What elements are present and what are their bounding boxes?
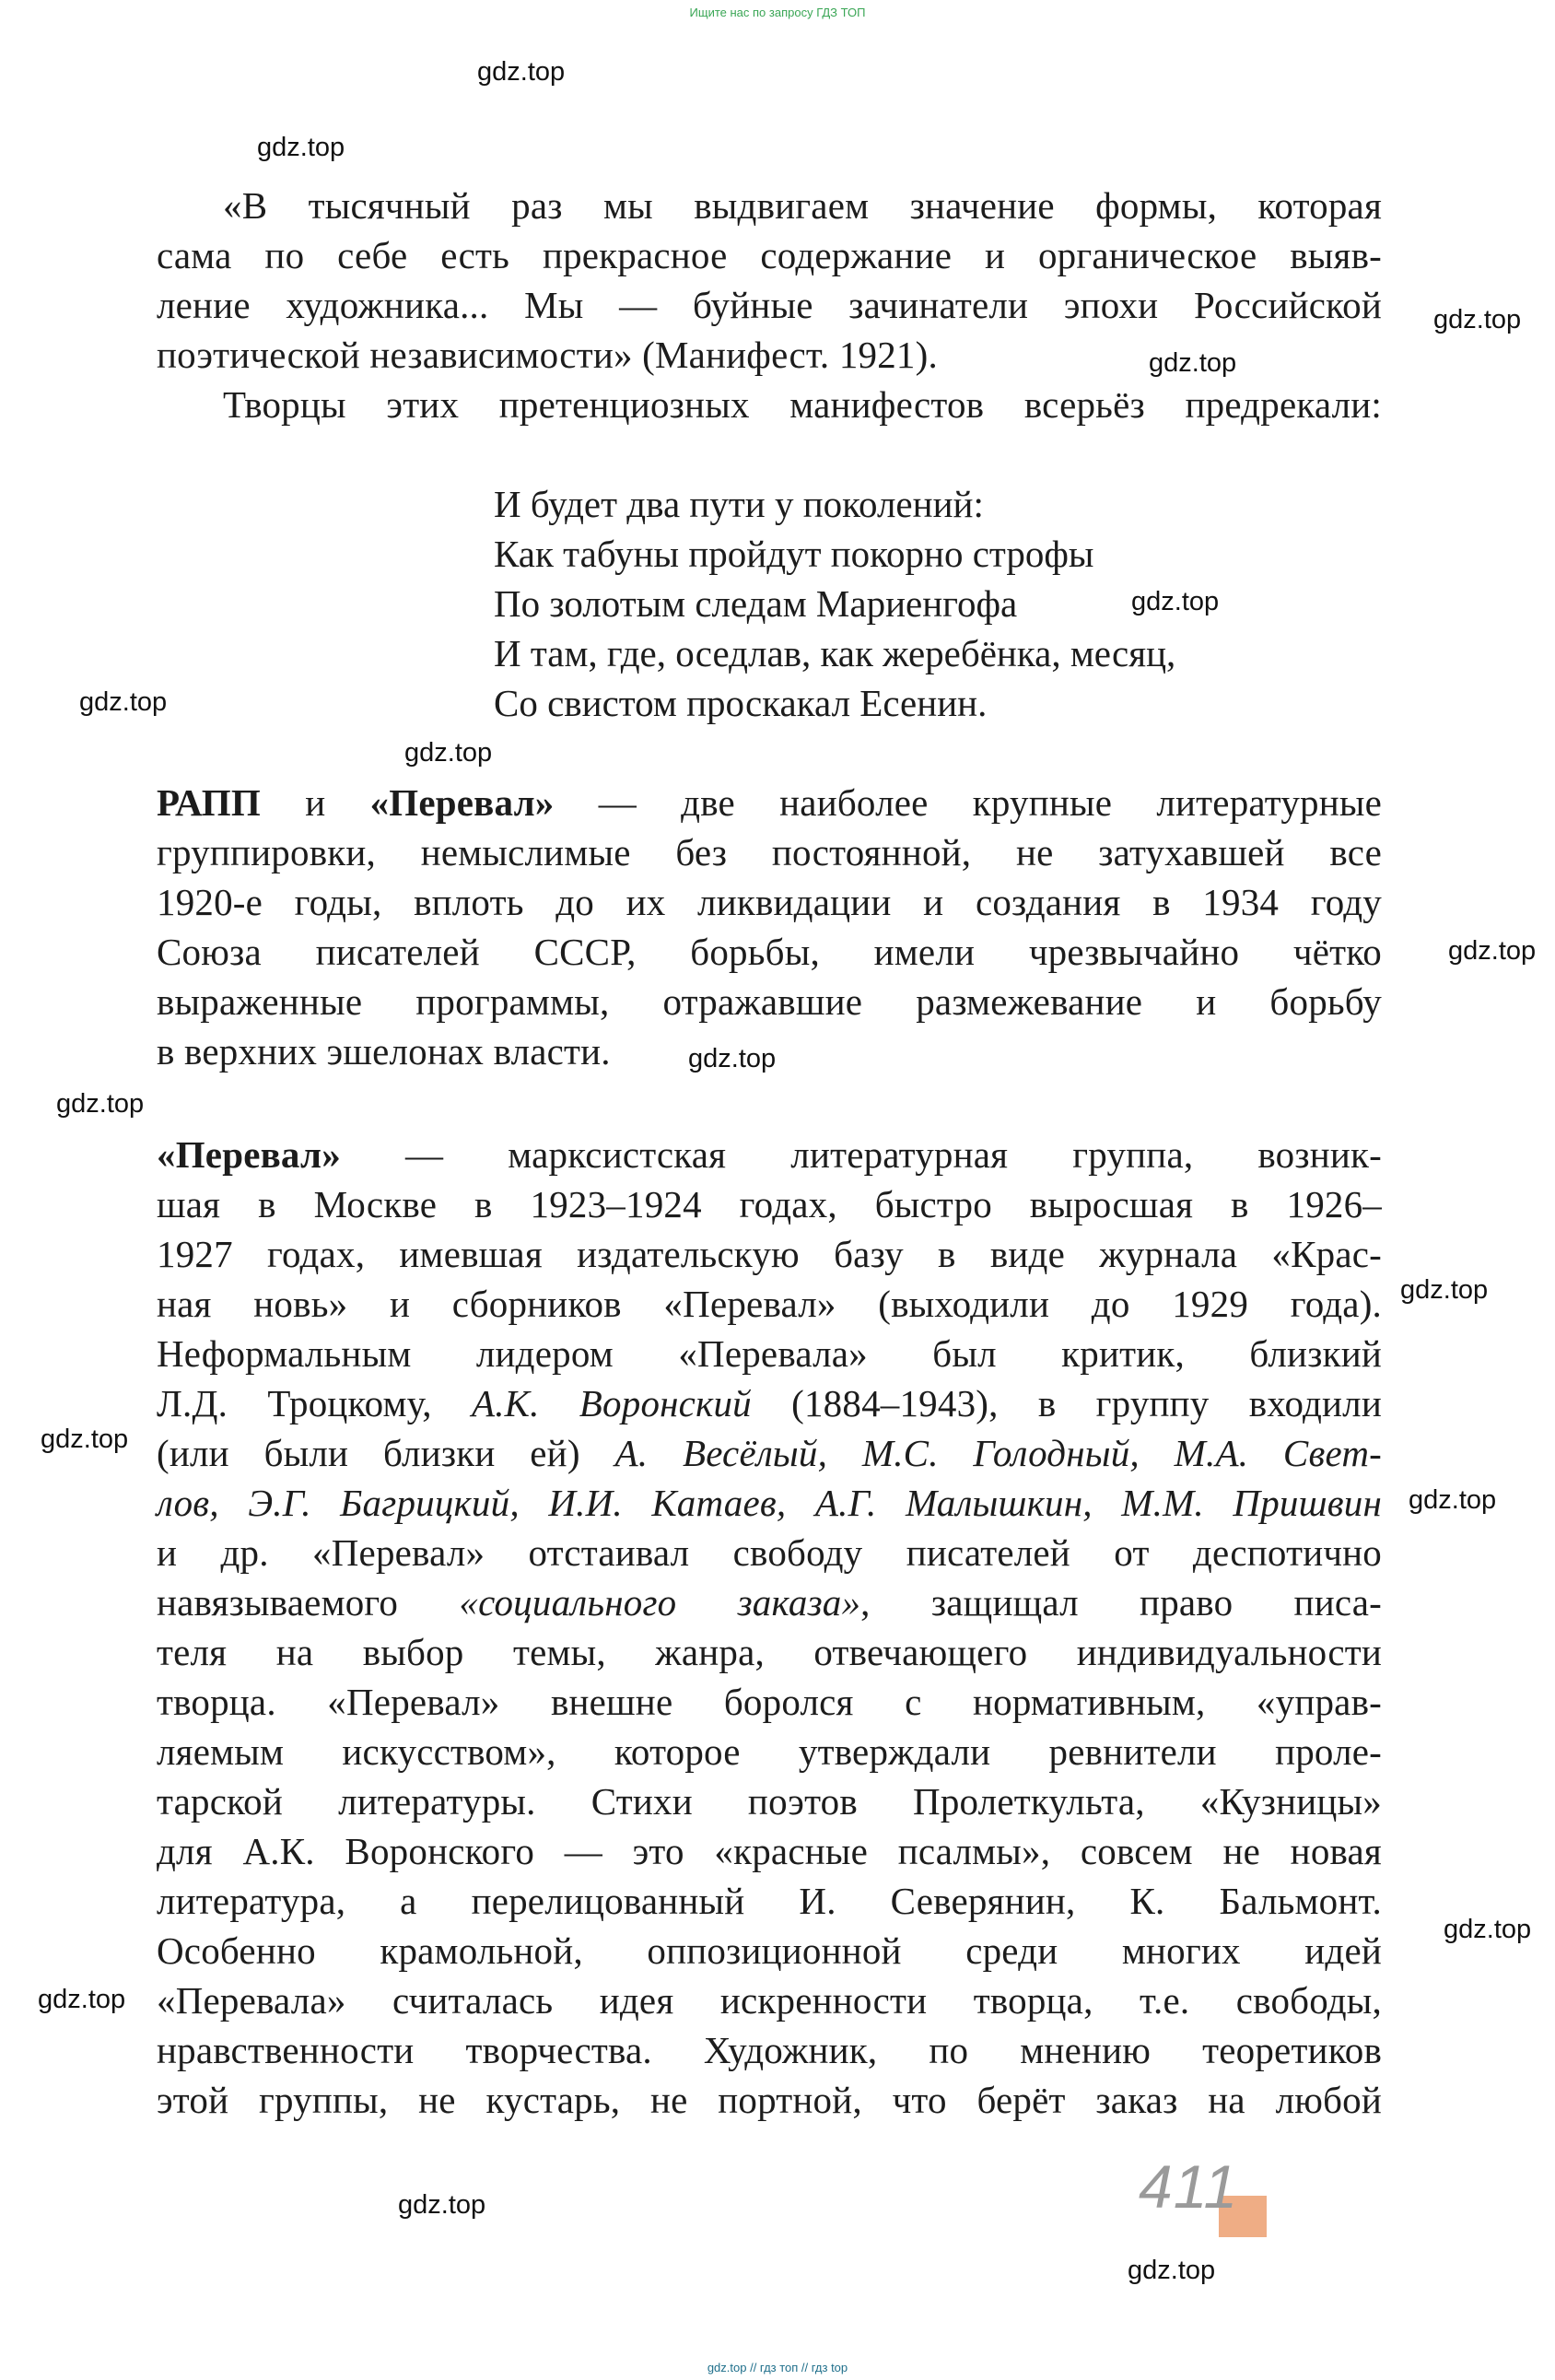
text-line: в верхних эшелонах власти. <box>157 1030 611 1073</box>
text-line <box>157 1478 1382 1528</box>
verse-line: И будет два пути у поколений: <box>494 483 984 525</box>
text-span: — две наиболее крупные литературные <box>554 781 1383 824</box>
term-pereval: «Перевал» <box>369 781 555 824</box>
footer-note: gdz.top // гдз топ // гдз top <box>707 2361 848 2374</box>
text-line <box>157 1428 1382 1478</box>
watermark: gdz.top <box>398 2190 486 2220</box>
watermark: gdz.top <box>1131 587 1220 616</box>
verse-line: Как табуны пройдут покорно строфы <box>494 533 1094 575</box>
watermark: gdz.top <box>41 1424 129 1454</box>
text-line: Союза писателей СССР, борьбы, имели чрезвычайно чётко <box>157 931 1382 973</box>
text-line: «Перевала» считалась идея искренности творца, т.е. свободы, <box>157 1979 1382 2022</box>
text-line: 1927 годах, имевшая издательскую базу в виде журнала «Крас- <box>157 1233 1382 1275</box>
text-line: теля на выбор темы, жанра, отвечающего индивидуальности <box>157 1631 1382 1673</box>
text-span: навязываемого <box>157 1581 460 1624</box>
term-pereval: «Перевал» <box>157 1133 341 1176</box>
watermark: gdz.top <box>1128 2256 1216 2285</box>
text-span: Л.Д. Троцкому, <box>157 1382 472 1424</box>
person-names: А. Весёлый, М.С. Голодный, М.А. Свет- <box>614 1432 1382 1474</box>
text-line: литература, а перелицованный И. Северянин, К. Бальмонт. <box>157 1880 1382 1922</box>
person-names: лов, Э.Г. Багрицкий, И.И. Катаев, А.Г. Малышкин, М.М. Пришвин <box>157 1482 1382 1524</box>
text-line <box>157 1577 1382 1627</box>
term-social-order: «социального заказа» <box>459 1581 861 1624</box>
text-line: сама по себе есть прекрасное содержание и органическое выяв- <box>157 234 1382 276</box>
text-line: ляемым искусством», которое утверждали ревнители проле- <box>157 1730 1382 1773</box>
watermark: gdz.top <box>1448 936 1537 966</box>
text-line: Особенно крамольной, оппозиционной среди многих идей <box>157 1929 1382 1972</box>
text-line: шая в Москве в 1923–1924 годах, быстро выросшая в 1926– <box>157 1183 1382 1225</box>
text-span: (или были близки ей) <box>157 1432 615 1474</box>
text-line: Неформальным лидером «Перевала» был критик, близкий <box>157 1332 1382 1375</box>
header-note: Ищите нас по запросу ГДЗ ТОП <box>689 6 866 19</box>
text-line: нравственности творчества. Художник, по мнению теоретиков <box>157 2029 1382 2071</box>
watermark: gdz.top <box>477 57 566 87</box>
text-line: для А.К. Воронского — это «красные псалмы», совсем не новая <box>157 1830 1382 1872</box>
watermark: gdz.top <box>79 687 168 717</box>
text-line: этой группы, не кустарь, не портной, что берёт заказ на любой <box>157 2079 1382 2121</box>
watermark: gdz.top <box>1444 1915 1532 1944</box>
text-line <box>157 1130 1382 1179</box>
text-span: , защищал право писа- <box>860 1581 1382 1624</box>
verse-line: Со свистом проскакал Есенин. <box>494 682 988 724</box>
term-rapp: РАПП <box>157 781 261 824</box>
text-line: Творцы этих претенциозных манифестов всерьёз предрекали: <box>223 383 1382 426</box>
verse-line: По золотым следам Мариенгофа <box>494 582 1018 625</box>
text-line <box>157 1378 1382 1428</box>
watermark: gdz.top <box>1409 1485 1497 1515</box>
watermark: gdz.top <box>56 1089 145 1119</box>
text-span: — марксистская литературная группа, возник- <box>340 1133 1382 1176</box>
text-line: «В тысячный раз мы выдвигаем значение формы, которая <box>223 184 1382 227</box>
text-span: и <box>260 781 370 824</box>
text-line: группировки, немыслимые без постоянной, не затухавшей все <box>157 831 1382 873</box>
text-span: (1884–1943), в группу входили <box>751 1382 1382 1424</box>
page-number: 411 <box>1139 2152 1239 2221</box>
text-line: 1920-е годы, вплоть до их ликвидации и создания в 1934 году <box>157 881 1382 923</box>
watermark: gdz.top <box>404 738 493 768</box>
text-line: ление художника... Мы — буйные зачинатели эпохи Российской <box>157 284 1382 326</box>
watermark: gdz.top <box>257 133 345 162</box>
watermark: gdz.top <box>1433 305 1522 334</box>
text-line: тарской литературы. Стихи поэтов Пролеткульта, «Кузницы» <box>157 1780 1382 1823</box>
watermark: gdz.top <box>38 1985 126 2014</box>
verse-line: И там, где, оседлав, как жеребёнка, месяц, <box>494 632 1176 674</box>
text-line: творца. «Перевал» внешне боролся с нормативным, «управ- <box>157 1681 1382 1723</box>
text-line <box>157 778 1382 827</box>
watermark: gdz.top <box>1400 1275 1489 1305</box>
text-line: поэтической независимости» (Манифест. 1921). <box>157 334 938 376</box>
text-line: ная новь» и сборников «Перевал» (выходили до 1929 года). <box>157 1283 1382 1325</box>
watermark: gdz.top <box>1149 348 1237 378</box>
watermark: gdz.top <box>688 1044 777 1073</box>
text-line: выраженные программы, отражавшие размежевание и борьбу <box>157 980 1382 1023</box>
text-line: и др. «Перевал» отстаивал свободу писателей от деспотично <box>157 1531 1382 1574</box>
person-name: А.К. Воронский <box>471 1382 752 1424</box>
